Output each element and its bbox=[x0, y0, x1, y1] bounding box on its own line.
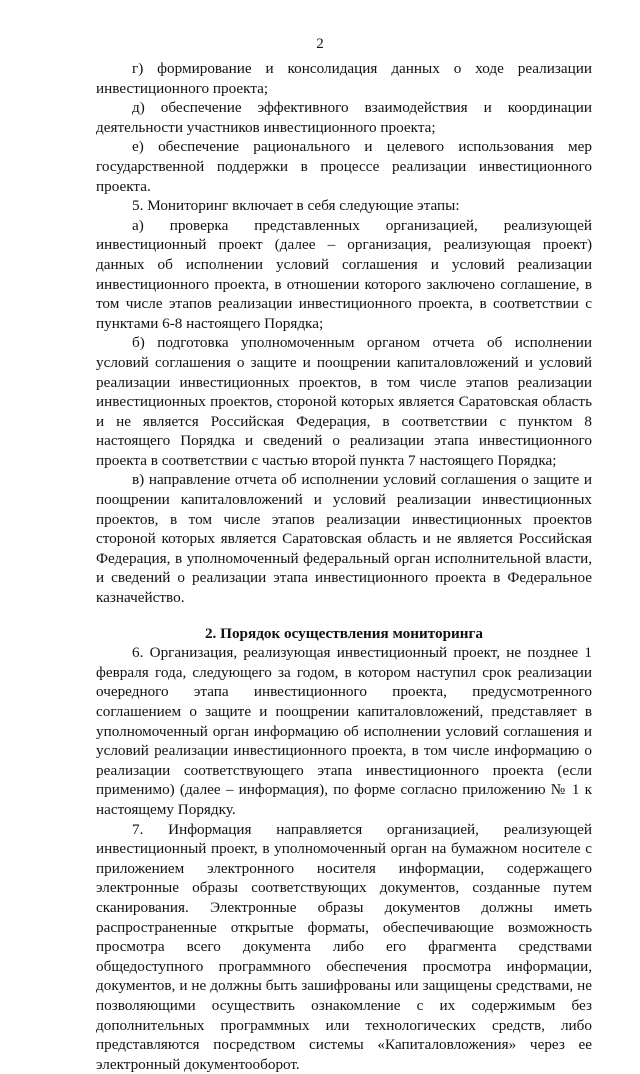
paragraph-5a: а) проверка представленных организацией, реализующей инвестиционный проект (далее – организация, реализующая проект) данных об исполнении условий соглашения и условий реализации инвестиционного проекта, в отношении которого заключено соглашение, в том числе этапов реализации инвестиционного проекта, в соответствии с пунктами 6-8 настоящего Порядка; bbox=[96, 216, 592, 332]
paragraph-g: г) формирование и консолидация данных о ходе реализации инвестиционного проекта; bbox=[96, 60, 592, 97]
page-number: 2 bbox=[316, 36, 324, 52]
paragraph-e: е) обеспечение рационального и целевого использования мер государственной поддержки в процессе реализации инвестиционного проекта. bbox=[96, 138, 592, 195]
paragraph-7: 7. Информация направляется организацией, реализующей инвестиционный проект, в уполномоченный орган на бумажном носителе с приложением электронного носителя информации, содержащего электронные образы соответствующих документов, созданные путем сканирования. Электронные образы документов должны иметь распространенные открытые форматы, обеспечивающие возможность просмотра всего документа либо его фрагмента средствами общедоступного программного обеспечения просмотра информации, документов, и не должны быть зашифрованы или защищены средствами, не позволяющими осуществить ознакомление с их содержимым без дополнительных программных или технологических средств, либо представляются посредством системы «Капиталовложения» через ее электронный документооборот. bbox=[96, 820, 592, 1073]
paragraph-6: 6. Организация, реализующая инвестиционный проект, не позднее 1 февраля года, следующего за годом, в котором наступил срок реализации очередного этапа инвестиционного проекта, предусмотренного соглашением о защите и поощрении капиталовложений, представляет в уполномоченный орган информацию об исполнении условий соглашения и условий реализации инвестиционного проекта, в том числе информацию о реализации соответствующего этапа инвестиционного проекта (если применимо) (далее – информация), по форме согласно приложению № 1 к настоящему Порядку. bbox=[96, 644, 592, 818]
paragraph-5v: в) направление отчета об исполнении условий соглашения о защите и поощрении капиталовложений и условий реализации инвестиционных проектов, в том числе этапов реализации инвестиционных проектов стороной которых является Саратовская область и не является Российская Федерация, в уполномоченный федеральный орган исполнительной власти, и сведений о реализации этапа инвестиционного проекта в Федеральное казначейство. bbox=[96, 471, 592, 607]
paragraph-5: 5. Мониторинг включает в себя следующие этапы: bbox=[132, 197, 460, 215]
document-body bbox=[96, 59, 592, 1074]
paragraph-d: д) обеспечение эффективного взаимодействия и координации деятельности участников инвестиционного проекта; bbox=[96, 99, 592, 136]
paragraph-5b: б) подготовка уполномоченным органом отчета об исполнении условий соглашения о защите и поощрении капиталовложений и условий реализации инвестиционных проектов, в том числе этапов реализации инвестиционных проектов, стороной которых является Саратовская область и не является Российская Федерация, в соответствии с пунктом 8 настоящего Порядка и сведений о реализации этапа инвестиционного проекта в соответствии с частью второй пункта 7 настоящего Порядка; bbox=[96, 334, 592, 469]
section-heading: 2. Порядок осуществления мониторинга bbox=[204, 624, 484, 642]
